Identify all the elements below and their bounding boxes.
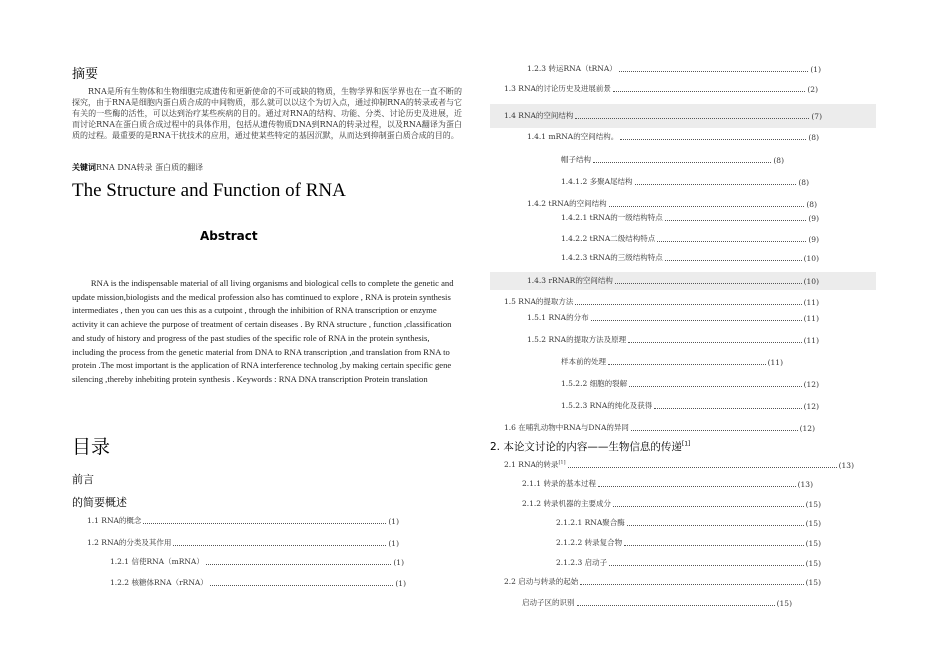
- keywords-cn-label: 关键词: [72, 163, 96, 172]
- toc-item-2-1[interactable]: 2.1 RNA的转录[1] (13): [504, 459, 854, 470]
- toc-item-1-4-2[interactable]: 1.4.2 tRNA的空间结构 (8): [527, 199, 817, 209]
- toc-item-2-1-2[interactable]: 2.1.2 转录机器的主要成分 (15): [522, 499, 821, 509]
- toc-item-1-6[interactable]: 1.6 在哺乳动物中RNA与DNA的异同 (12): [504, 423, 815, 433]
- toc-item-2-1-2-2[interactable]: 2.1.2.2 转录复合物 (15): [556, 538, 821, 548]
- toc-item-2-1-1[interactable]: 2.1.1 转录的基本过程 (13): [522, 479, 813, 489]
- toc-item-1-2-1[interactable]: 1.2.1 信使RNA（mRNA） (1): [110, 557, 404, 567]
- abstract-en-heading: Abstract: [200, 229, 258, 243]
- title-en: The Structure and Function of RNA: [72, 180, 346, 201]
- abstract-cn-text: RNA是所有生物体和生物细胞完成遗传和更新使命的不可或缺的物质，生物学界和医学界也在一直不断的探究，由于RNA是细胞内蛋白质合成的中间物质，那么就可以以这个为切入点，通过抑制RNA的转录或者与它有关的一些酶的活性，可以达到治疗某些疾病的目的。通过对RNA的结构、功能、分类、讨论历史及进展，近而讨论RNA在蛋白质合成过程中的具体作用，包括从遗传物质DNA到RNA的转录过程，以及RNA翻译为蛋白质的过程。最重要的是RNA干扰技术的应用，通过使某些特定的基因沉默，从而达到抑制蛋白质合成的目的。: [72, 87, 462, 140]
- toc-item-1-5-2[interactable]: 1.5.2 RNA的提取方法及原理 (11): [527, 335, 819, 345]
- toc-item-1-4-1[interactable]: 1.4.1 mRNA的空间结构。 (8): [527, 132, 819, 142]
- toc-item-1-2-3[interactable]: 1.2.3 转运RNA（tRNA） (1): [527, 64, 821, 74]
- toc-item-1-2[interactable]: 1.2 RNA的分类及其作用 (1): [87, 538, 399, 548]
- toc-heading: 目录: [72, 436, 111, 458]
- keywords-cn: [72, 162, 203, 173]
- abstract-cn-heading: 摘要: [72, 67, 99, 82]
- toc-item-1-4-1-2[interactable]: 1.4.1.2 多聚A尾结构 (8): [561, 177, 809, 187]
- toc-item-1-5[interactable]: 1.5 RNA的提取方法 (11): [504, 297, 819, 307]
- toc-item-sample-pretreatment[interactable]: 样本前的处理 (11): [561, 357, 783, 367]
- toc-item-1-4-2-1[interactable]: 1.4.2.1 tRNA的一级结构特点 (9): [561, 213, 819, 223]
- preface-heading: 前言: [72, 473, 94, 486]
- toc-item-1-4[interactable]: 1.4 RNA的空间结构 (7): [504, 111, 822, 121]
- abstract-en-text: RNA is the indispensable material of all living organisms and biological cells to complete the genetic and update mission,biologists and the medical profession also has comtinued to explore , RNA is protein synthesis intermediates , then you can ues this as a cutpoint , through the inhibition of RNA transcription or enzyme activity it can achieve the purpose of treatment of certain diseases . By RNA structure , function ,classification and study of history and progress of the past studies of the specific role of RNA in the protein synthesis, including the process from the genetic material from DNA to RNA transcription ,and translation from RNA to protein .The most important is the application of RNA interference technolog ,by making certain specific gene silencing ,thereby inhebiting protein synthesis . Keywords : RNA DNA transcription Protein translation: [72, 278, 454, 384]
- toc-item-cap-structure[interactable]: 帽子结构 (8): [561, 155, 784, 165]
- toc-item-promoter-recognition[interactable]: 启动子区的识别 (15): [522, 598, 792, 608]
- toc-item-2-2[interactable]: 2.2 启动与转录的起始 (15): [504, 577, 821, 587]
- toc-item-1-4-2-3[interactable]: 1.4.2.3 tRNA的三级结构特点 (10): [561, 253, 819, 263]
- toc-item-1-5-2-3[interactable]: 1.5.2.3 RNA的纯化及获得 (12): [561, 401, 819, 411]
- toc-item-1-4-3[interactable]: 1.4.3 rRNAR的空间结构 (10): [527, 276, 819, 286]
- section-2-heading: 2. 本论文讨论的内容——生物信息的传递[1]: [490, 440, 691, 453]
- toc-item-1-5-2-2[interactable]: 1.5.2.2 细胞的裂解 (12): [561, 379, 819, 389]
- keywords-cn-values: RNA DNA转录 蛋白质的翻译: [96, 163, 204, 172]
- toc-item-1-2-2[interactable]: 1.2.2 核糖体RNA（rRNA） (1): [110, 578, 406, 588]
- toc-item-2-1-2-3[interactable]: 2.1.2.3 启动子 (15): [556, 558, 821, 568]
- overview-heading: 的简要概述: [72, 496, 127, 509]
- toc-item-1-3[interactable]: 1.3 RNA的讨论历史及进展前景 (2): [504, 84, 818, 94]
- toc-item-1-5-1[interactable]: 1.5.1 RNA的分布 (11): [527, 313, 819, 323]
- toc-item-2-1-2-1[interactable]: 2.1.2.1 RNA聚合酶 (15): [556, 518, 821, 528]
- toc-item-1-4-2-2[interactable]: 1.4.2.2 tRNA二级结构特点 (9): [561, 234, 819, 244]
- toc-item-1-1[interactable]: 1.1 RNA的概念 (1): [87, 516, 399, 526]
